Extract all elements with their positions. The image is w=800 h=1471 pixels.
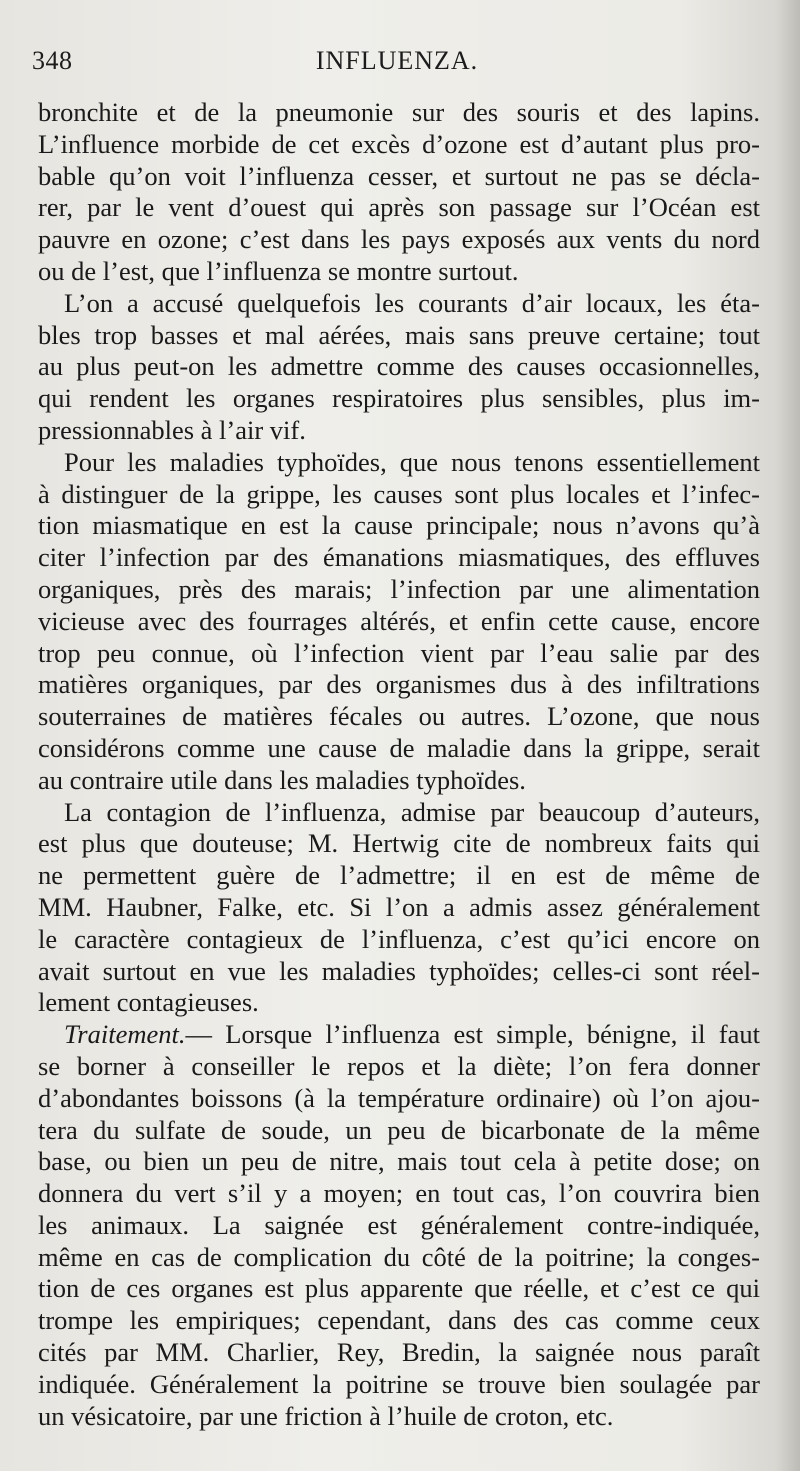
text-line: vicieuse avec des fourrages altérés, et enfin cette cause, encore [38,605,760,636]
text-line [38,1019,760,1051]
text-line: organiques, près des marais; l’infection par une alimentation [38,573,760,604]
text-line: d’abondantes boissons (à la température ordinaire) où l’on ajou- [38,1082,760,1113]
page-header [32,46,762,86]
text-line: lement contagieuses. [38,987,259,1018]
text-line: bable qu’on voit l’influenza cesser, et surtout ne pas se décla- [38,160,760,191]
text-line: se borner à conseiller le repos et la diète; l’on fera donner [38,1050,760,1081]
page-number: 348 [32,46,73,75]
text-line: tion miasmatique en est la cause principale; nous n’avons qu’à [38,510,760,541]
text-line: Pour les maladies typhoïdes, que nous tenons essentiellement [64,446,760,477]
section-heading: Traitement. [64,1019,186,1050]
text-line: avait surtout en vue les maladies typhoïdes; celles-ci sont réel- [38,955,760,986]
text-line: le caractère contagieux de l’influenza, c’est qu’ici encore on [38,923,760,954]
text-line: trop peu connue, où l’infection vient par l’eau salie par des [38,637,760,668]
text-line: même en cas de complication du côté de la poitrine; la conges- [38,1241,760,1272]
text-line: L’on a accusé quelquefois les courants d’air locaux, les éta- [64,287,760,318]
text-line: souterraines de matières fécales ou autres. L’ozone, que nous [38,701,760,732]
text-line: cités par MM. Charlier, Rey, Bredin, la saignée nous paraît [38,1337,760,1368]
text-line: pressionnables à l’air vif. [38,414,306,445]
text-line: bles trop basses et mal aérées, mais sans preuve certaine; tout [38,319,760,350]
text-line: donnera du vert s’il y a moyen; en tout cas, l’on couvrira bien [38,1178,760,1209]
text-fragment: — Lorsque l’influenza est simple, bénigne, il faut [185,1019,760,1050]
running-title: INFLUENZA. [315,46,479,75]
text-line: les animaux. La saignée est généralement contre-indiquée, [38,1209,760,1240]
text-line: qui rendent les organes respiratoires plus sensibles, plus im- [38,383,760,414]
text-line: un vésicatoire, par une friction à l’huile de croton, etc. [38,1400,614,1431]
body-text [38,97,760,1432]
text-line: ne permettent guère de l’admettre; il en est de même de [38,860,760,891]
text-line: à distinguer de la grippe, les causes sont plus locales et l’infec- [38,478,760,509]
text-line: citer l’infection par des émanations miasmatiques, des effluves [38,542,760,573]
text-line: est plus que douteuse; M. Hertwig cite de nombreux faits qui [38,828,760,859]
text-line: tion de ces organes est plus apparente que réelle, et c’est ce qui [38,1273,760,1304]
text-line: L’influence morbide de cet excès d’ozone est d’autant plus pro- [38,128,760,159]
text-line: ou de l’est, que l’influenza se montre surtout. [38,255,519,286]
text-line: au contraire utile dans les maladies typhoïdes. [38,764,526,795]
text-line: pauvre en ozone; c’est dans les pays exposés aux vents du nord [38,224,760,255]
text-line: bronchite et de la pneumonie sur des souris et des lapins. [38,97,760,127]
text-line: MM. Haubner, Falke, etc. Si l’on a admis assez généralement [38,891,760,922]
text-line: base, ou bien un peu de nitre, mais tout cela à petite dose; on [38,1146,760,1177]
text-line: trompe les empiriques; cependant, dans des cas comme ceux [38,1305,760,1336]
text-line: considérons comme une cause de maladie dans la grippe, serait [38,732,760,763]
text-line: matières organiques, par des organismes dus à des infiltrations [38,669,760,700]
text-line: indiquée. Généralement la poitrine se trouve bien soulagée par [38,1368,760,1399]
text-line: rer, par le vent d’ouest qui après son passage sur l’Océan est [38,192,760,223]
text-line: tera du sulfate de soude, un peu de bicarbonate de la même [38,1114,760,1145]
text-line: La contagion de l’influenza, admise par beaucoup d’auteurs, [64,796,760,827]
text-line: au plus peut-on les admettre comme des causes occasionnelles, [38,351,760,382]
